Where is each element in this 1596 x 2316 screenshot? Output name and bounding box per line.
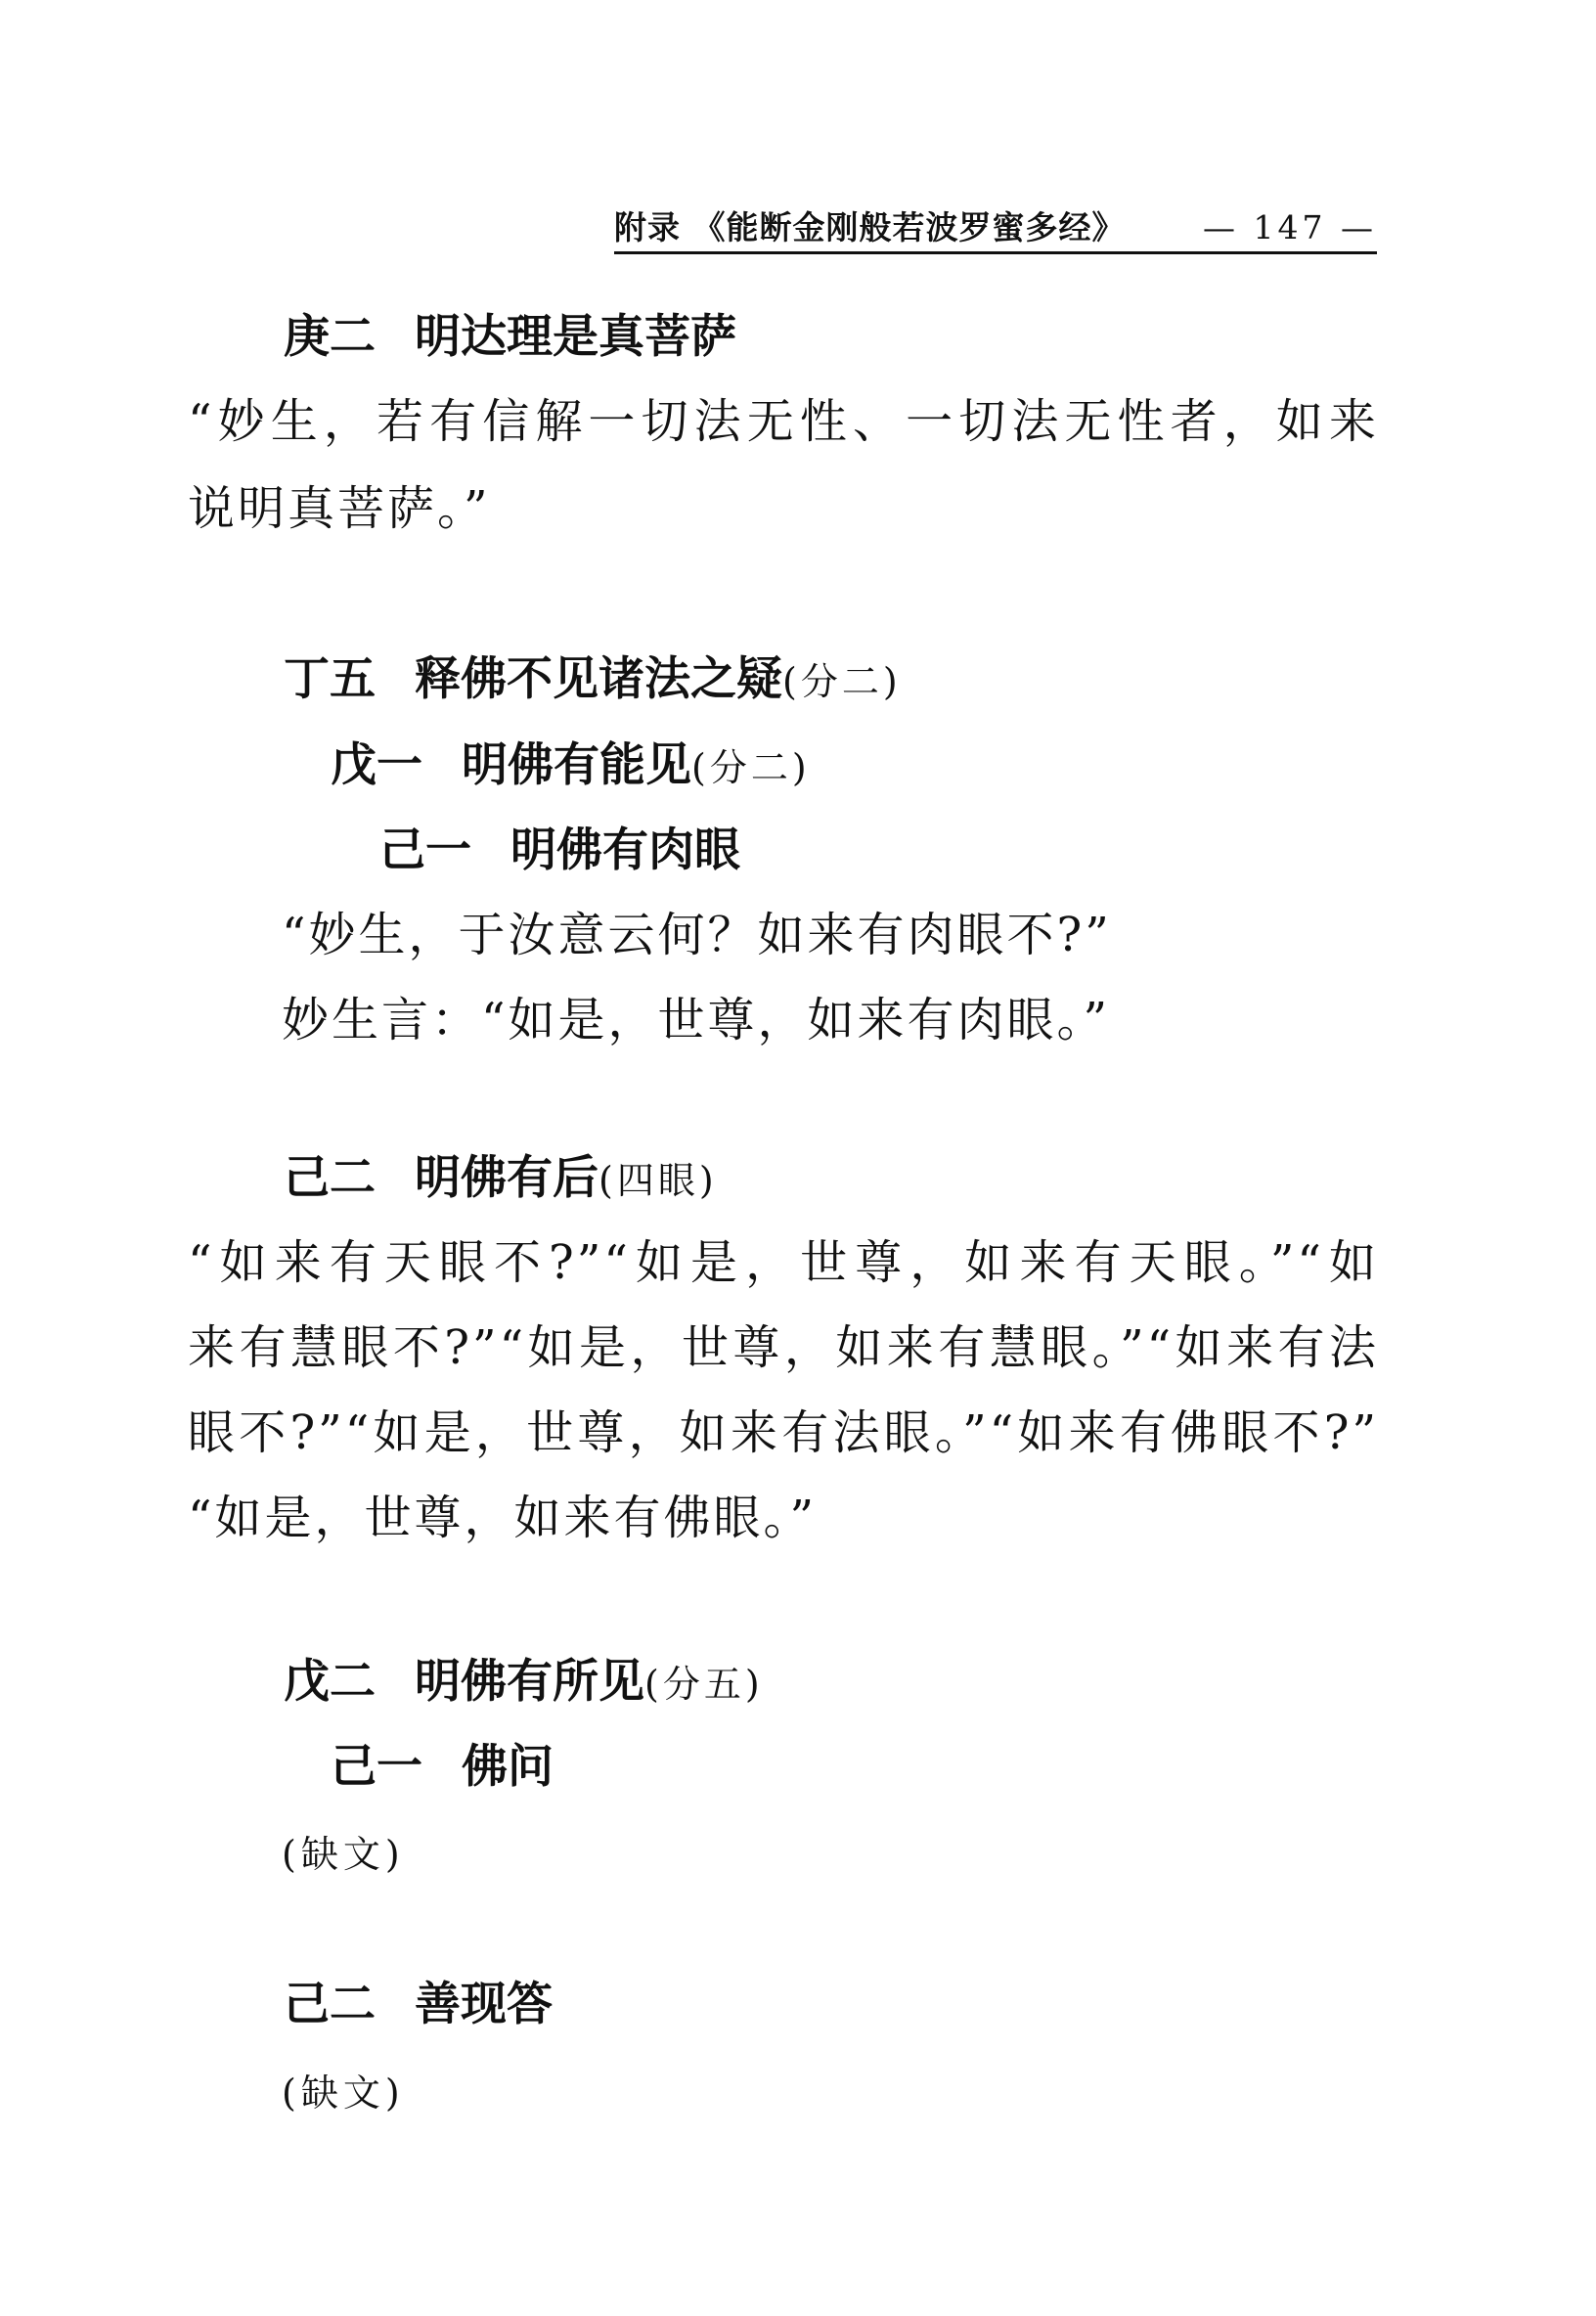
heading-title: 明佛有能见 [462,738,691,792]
paragraph-line: “如来有天眼不?”“如是，世尊，如来有天眼。”“如 [188,1235,1379,1290]
heading-note: (四眼) [598,1159,718,1202]
heading-wu-er [284,1653,764,1714]
heading-geng-er [284,308,736,367]
heading-title: 明佛有后 [415,1151,598,1205]
paragraph-line: “如是，世尊，如来有佛眼。” [188,1491,818,1545]
missing-text-note: (缺文) [282,2071,405,2115]
heading-number: 戊二 [284,1655,376,1709]
running-header [614,200,1377,254]
heading-title: 明佛有肉眼 [510,824,740,877]
heading-title: 明达理是真菩萨 [415,310,736,364]
paragraph-line: 妙生言：“如是，世尊，如来有肉眼。” [282,993,1111,1047]
heading-note: (分二) [782,660,902,703]
heading-ji-er-shanxianda [284,1976,553,2034]
header-book-title: 附录 《能断金刚般若波罗蜜多经》 [614,208,1126,246]
heading-ji-yi [379,822,740,880]
heading-number: 己一 [379,824,471,877]
heading-number: 己一 [331,1740,422,1794]
heading-ji-yi-fowen [331,1738,554,1797]
heading-note: (分二) [691,746,811,789]
heading-title: 佛问 [462,1740,554,1794]
heading-title: 善现答 [415,1978,553,2031]
paragraph-line: 说明真菩萨。” [188,481,491,536]
heading-ding-wu [284,650,902,711]
paragraph-line: 来有慧眼不?”“如是，世尊，如来有慧眼。”“如来有法 [188,1320,1379,1375]
paragraph-line: “妙生，若有信解一切法无性、一切法无性者，如来 [188,394,1379,449]
page-number: — 147 — [1203,208,1377,246]
paragraph-line: 眼不?”“如是，世尊，如来有法眼。”“如来有佛眼不?” [188,1405,1379,1460]
heading-ji-er [284,1149,718,1210]
heading-title: 释佛不见诸法之疑 [415,652,782,706]
heading-number: 己二 [284,1151,376,1205]
heading-number: 庚二 [284,310,376,364]
heading-wu-yi [331,736,811,797]
heading-number: 戊一 [331,738,422,792]
heading-number: 丁五 [284,652,376,706]
heading-number: 己二 [284,1978,376,2031]
heading-note: (分五) [644,1663,764,1706]
paragraph-line: “妙生，于汝意云何？如来有肉眼不?” [282,908,1112,962]
heading-title: 明佛有所见 [415,1655,644,1709]
missing-text-note: (缺文) [282,1833,405,1876]
